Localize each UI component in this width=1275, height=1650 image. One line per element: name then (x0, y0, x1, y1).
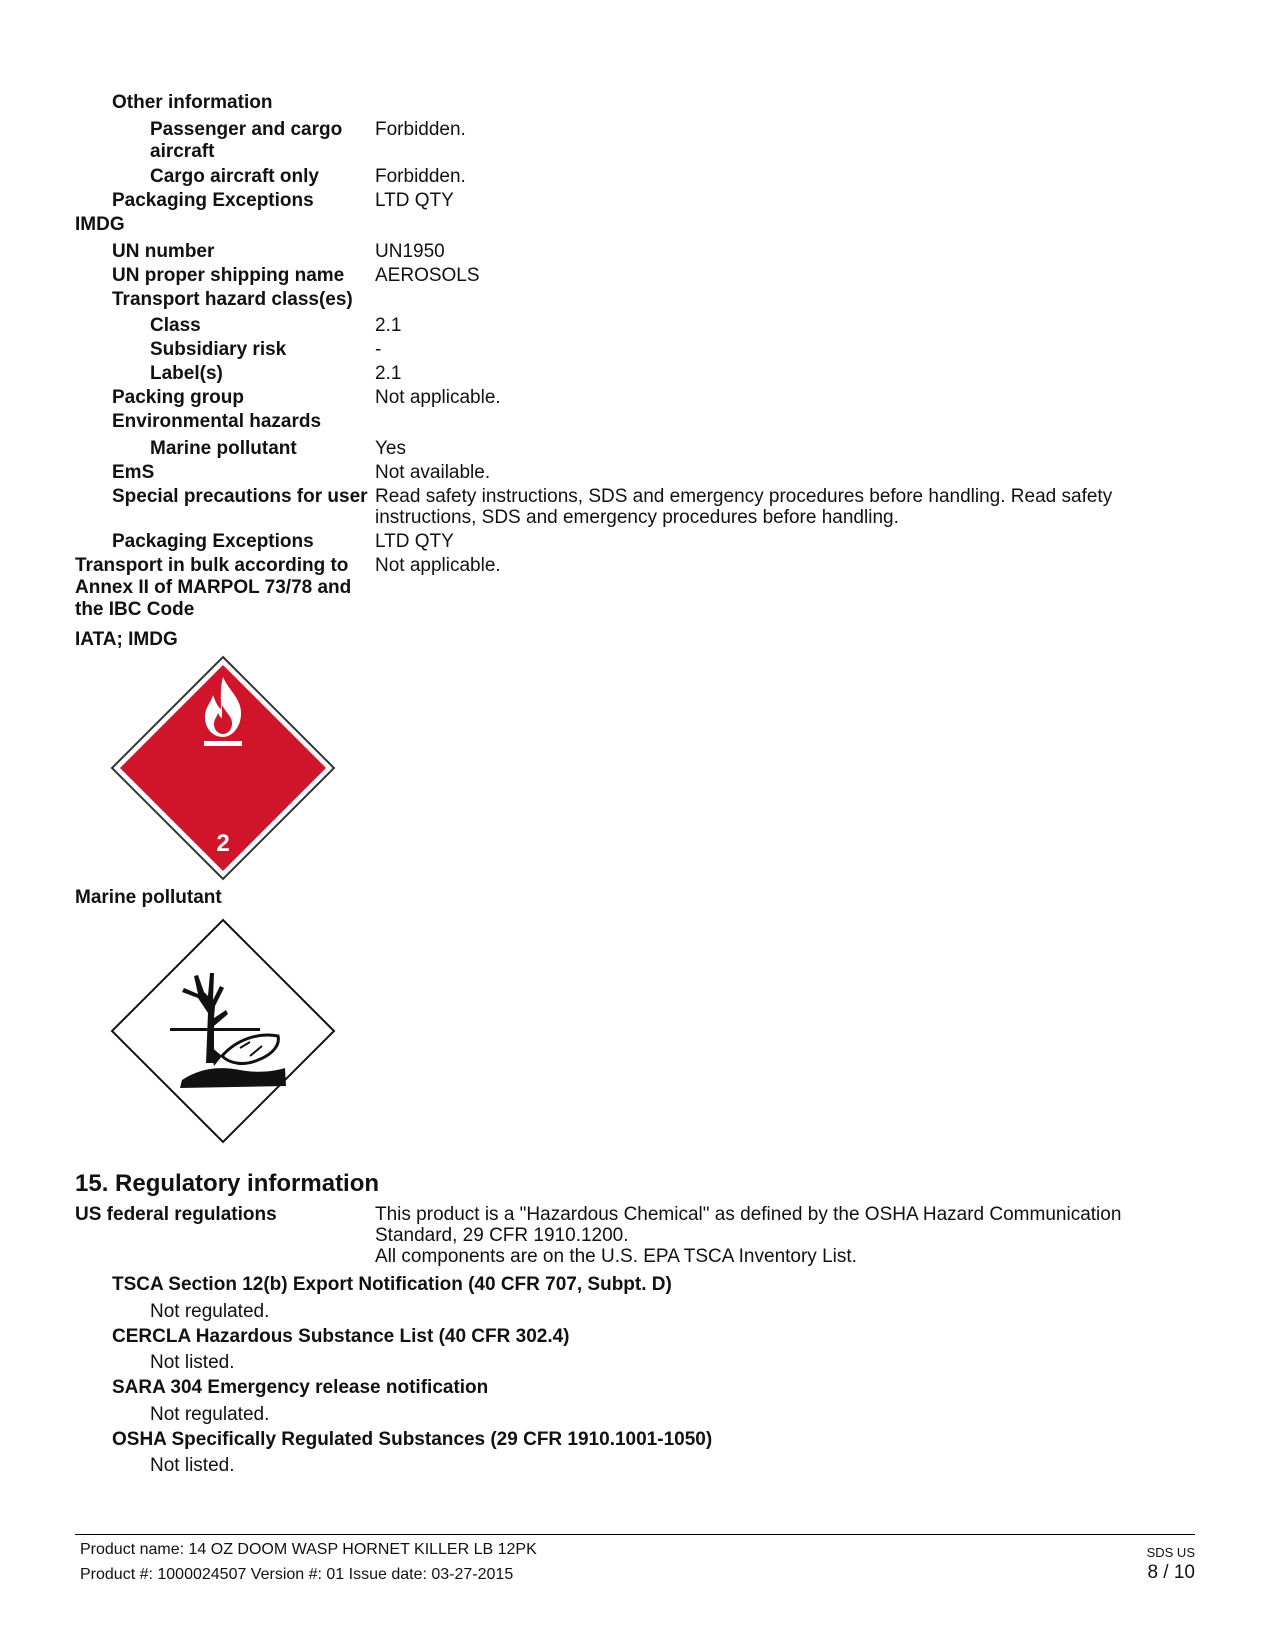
environmental-hazards-label: Environmental hazards (112, 411, 322, 432)
packing-group-value: Not applicable. (375, 387, 501, 408)
special-precautions-value: Read safety instructions, SDS and emergency procedures before handling. Read safety instructions, SDS and emergency procedures before handling. (375, 486, 1113, 528)
sara-label: SARA 304 Emergency release notification (112, 1377, 489, 1398)
subsidiary-risk-label: Subsidiary risk (150, 339, 287, 360)
sara-value: Not regulated. (150, 1404, 270, 1425)
tsca-value: Not regulated. (150, 1301, 270, 1322)
iata-packaging-exceptions-label: Packaging Exceptions (112, 190, 314, 211)
ems-value: Not available. (375, 462, 491, 483)
cercla-value: Not listed. (150, 1352, 235, 1373)
osha-value: Not listed. (150, 1455, 235, 1476)
imdg-heading: IMDG (75, 214, 125, 235)
hazard-class-label: Transport hazard class(es) (112, 289, 353, 310)
pictogram-heading-marine: Marine pollutant (75, 887, 222, 908)
flammable-gas-pictogram (110, 655, 336, 881)
class-label: Class (150, 315, 201, 336)
footer-page-number: 8 / 10 (1147, 1562, 1195, 1583)
us-federal-line-1: This product is a "Hazardous Chemical" as defined by the OSHA Hazard Communication (375, 1204, 1122, 1225)
marine-pollutant-label: Marine pollutant (150, 438, 297, 459)
bulk-transport-label-2: Annex II of MARPOL 73/78 and (75, 577, 352, 598)
us-federal-label: US federal regulations (75, 1204, 277, 1225)
passenger-cargo-label: Passenger and cargo (150, 119, 343, 140)
footer-divider (75, 1534, 1195, 1535)
imdg-packaging-exceptions-label: Packaging Exceptions (112, 531, 314, 552)
footer-product-details: Product #: 1000024507 Version #: 01 Issue date: 03-27-2015 (80, 1566, 514, 1583)
ems-label: EmS (112, 462, 155, 483)
pictogram-heading-iata-imdg: IATA; IMDG (75, 629, 178, 650)
passenger-cargo-value: Forbidden. (375, 119, 466, 140)
marine-pollutant-value: Yes (375, 438, 406, 459)
marine-pollutant-pictogram (110, 918, 336, 1144)
bulk-transport-label-3: the IBC Code (75, 599, 195, 620)
cargo-aircraft-value: Forbidden. (375, 166, 466, 187)
footer-doc-type: SDS US (1146, 1545, 1195, 1560)
un-number-value: UN1950 (375, 241, 445, 262)
un-number-label: UN number (112, 241, 215, 262)
bulk-transport-value: Not applicable. (375, 555, 501, 576)
special-precautions-label: Special precautions for user (112, 486, 368, 507)
labels-label: Label(s) (150, 363, 223, 384)
shipping-name-value: AEROSOLS (375, 265, 480, 286)
us-federal-line-2: Standard, 29 CFR 1910.1200. (375, 1225, 629, 1246)
class-value: 2.1 (375, 315, 402, 336)
other-information-heading: Other information (112, 92, 273, 113)
osha-label: OSHA Specifically Regulated Substances (29 CFR 1910.1001-1050) (112, 1429, 713, 1450)
pictogram-class-number: 2 (216, 830, 230, 857)
passenger-cargo-label-cont: aircraft (150, 141, 215, 162)
subsidiary-risk-value: - (375, 339, 382, 360)
packing-group-label: Packing group (112, 387, 244, 408)
bulk-transport-label-1: Transport in bulk according to (75, 555, 349, 576)
footer-product-name: Product name: 14 OZ DOOM WASP HORNET KILLER LB 12PK (80, 1541, 537, 1558)
iata-packaging-exceptions-value: LTD QTY (375, 190, 454, 211)
tsca-label: TSCA Section 12(b) Export Notification (40 CFR 707, Subpt. D) (112, 1274, 672, 1295)
imdg-packaging-exceptions-value: LTD QTY (375, 531, 454, 552)
shipping-name-label: UN proper shipping name (112, 265, 345, 286)
cargo-aircraft-label: Cargo aircraft only (150, 166, 319, 187)
cercla-label: CERCLA Hazardous Substance List (40 CFR 302.4) (112, 1326, 570, 1347)
section-15-heading: 15. Regulatory information (75, 1170, 380, 1197)
us-federal-line-3: All components are on the U.S. EPA TSCA Inventory List. (375, 1246, 857, 1267)
labels-value: 2.1 (375, 363, 402, 384)
